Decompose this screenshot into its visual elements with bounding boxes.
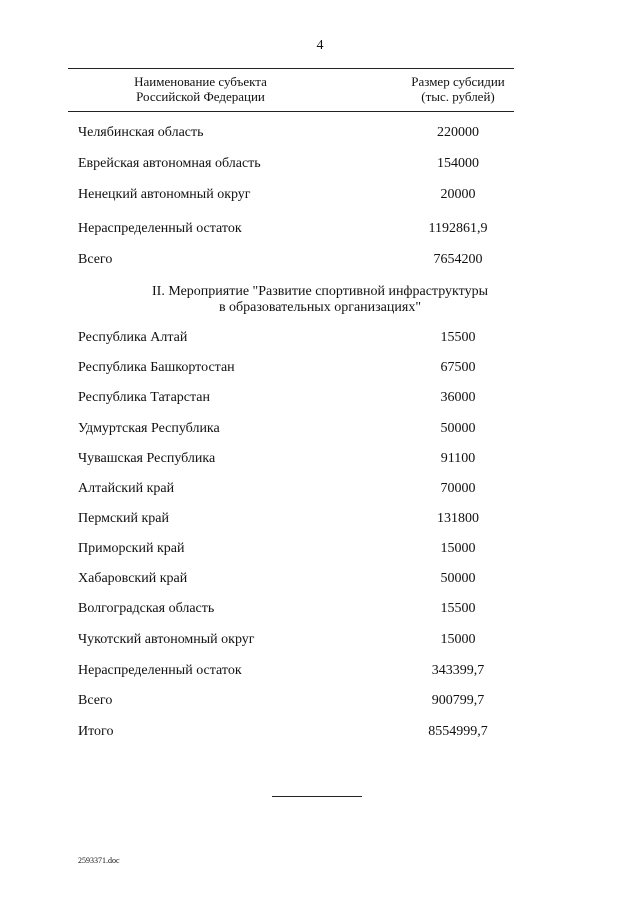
header-subsidy-column — [368, 74, 548, 104]
table-row — [78, 692, 518, 710]
row-name: Республика Башкортостан — [78, 360, 235, 375]
row-value: 15500 — [440, 601, 476, 616]
row-name: Еврейская автономная область — [78, 156, 261, 171]
table-row — [78, 220, 518, 238]
row-value: 900799,7 — [431, 693, 485, 708]
section-title-line2: в образовательных организациях" — [218, 300, 422, 315]
header-subject-column — [68, 74, 333, 104]
table-row — [78, 329, 518, 347]
table-row — [78, 359, 518, 377]
header-subject-line2: Российской Федерации — [136, 89, 265, 104]
section-title-line1: II. Мероприятие "Развитие спортивной инфраструктуры — [152, 284, 488, 299]
row-value: 67500 — [440, 360, 476, 375]
row-value: 131800 — [437, 511, 479, 526]
row-name: Удмуртская Республика — [78, 421, 220, 436]
row-name: Нераспределенный остаток — [78, 221, 242, 236]
row-value: 154000 — [437, 156, 479, 171]
table-row — [78, 600, 518, 618]
table-row — [78, 723, 518, 741]
table-row — [78, 450, 518, 468]
section-title — [100, 284, 540, 316]
row-name: Челябинская область — [78, 125, 204, 140]
row-name: Хабаровский край — [78, 571, 188, 586]
row-value: 220000 — [437, 125, 479, 140]
document-id: 2593371.doc — [78, 856, 120, 865]
table-row — [78, 510, 518, 528]
table-row — [78, 186, 518, 204]
table-row — [78, 251, 518, 269]
row-name: Ненецкий автономный округ — [78, 187, 251, 202]
table-row — [78, 540, 518, 558]
table-row — [78, 420, 518, 438]
row-name: Алтайский край — [78, 481, 175, 496]
row-value: 1192861,9 — [428, 221, 488, 236]
table-row — [78, 662, 518, 680]
row-value: 50000 — [440, 571, 476, 586]
row-value: 7654200 — [433, 252, 483, 267]
row-name: Всего — [78, 693, 113, 708]
table-header — [68, 68, 514, 112]
footer-divider — [272, 796, 362, 797]
row-value: 343399,7 — [431, 663, 485, 678]
row-name: Всего — [78, 252, 113, 267]
table-row — [78, 631, 518, 649]
row-name: Республика Татарстан — [78, 390, 211, 405]
table-row — [78, 155, 518, 173]
row-value: 8554999,7 — [428, 724, 488, 739]
header-subject-line1: Наименование субъекта — [134, 74, 267, 89]
row-value: 91100 — [440, 451, 476, 466]
row-value: 15500 — [440, 330, 476, 345]
row-name: Нераспределенный остаток — [78, 663, 242, 678]
row-value: 70000 — [440, 481, 476, 496]
row-name: Приморский край — [78, 541, 185, 556]
row-name: Волгоградская область — [78, 601, 215, 616]
row-value: 15000 — [440, 541, 476, 556]
table-row — [78, 124, 518, 142]
row-name: Итого — [78, 724, 114, 739]
header-subsidy-line1: Размер субсидии — [411, 74, 505, 89]
row-name: Чувашская Республика — [78, 451, 216, 466]
page-number: 4 — [316, 38, 324, 53]
row-name: Республика Алтай — [78, 330, 188, 345]
row-value: 36000 — [440, 390, 476, 405]
table-row — [78, 389, 518, 407]
table-row — [78, 570, 518, 588]
header-subsidy-line2: (тыс. рублей) — [421, 89, 495, 104]
row-value: 50000 — [440, 421, 476, 436]
row-value: 20000 — [440, 187, 476, 202]
row-name: Чукотский автономный округ — [78, 632, 255, 647]
row-value: 15000 — [440, 632, 476, 647]
table-row — [78, 480, 518, 498]
row-name: Пермский край — [78, 511, 169, 526]
